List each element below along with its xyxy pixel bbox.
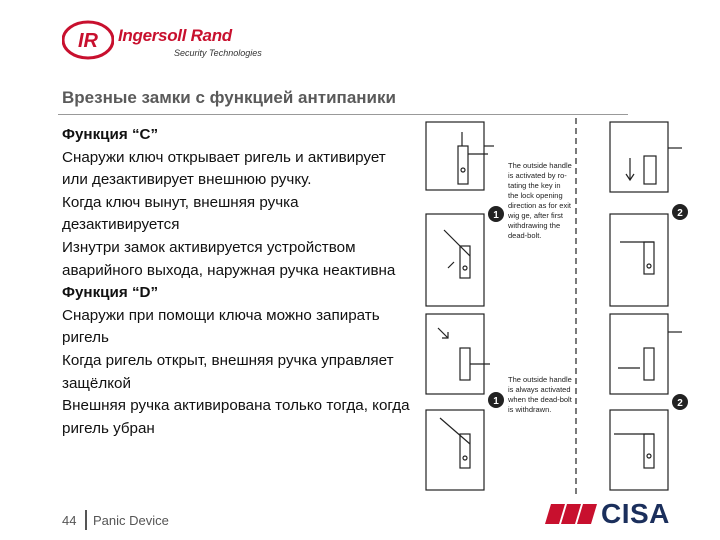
function-c-heading: Функция “C” (62, 126, 159, 143)
cisa-stripes-icon (541, 500, 597, 526)
step-2-marker-d (672, 394, 688, 410)
door-d-inside-top (610, 314, 682, 394)
body-line: Снаружи ключ открывает ригель и активирует или дезактивирует внешнюю ручку. (62, 148, 386, 189)
svg-text:dead-bolt.: dead-bolt. (508, 231, 542, 240)
door-d-outside-top (426, 314, 490, 394)
door-c-inside-bottom (610, 214, 668, 306)
door-c-inside-top (610, 122, 682, 192)
body-line: Когда ригель открыт, внешняя ручка управляет защёлкой (62, 351, 394, 392)
svg-text:the lock opening: the lock opening (508, 191, 563, 200)
function-d-heading: Функция “D” (62, 284, 159, 302)
door-d-inside-bottom (610, 410, 668, 490)
svg-text:2: 2 (677, 208, 683, 219)
slide-body (62, 124, 412, 440)
logo-mark-text: IR (78, 30, 98, 52)
svg-text:1: 1 (493, 396, 499, 407)
body-line: Когда ключ вынут, внешняя ручка дезактивируется (62, 193, 299, 234)
ingersoll-rand-logo (62, 14, 262, 70)
body-line: Изнутри замок активируется устройством аварийного выхода, наружная ручка неактивна (62, 238, 396, 279)
door-c-outside-top (426, 122, 494, 190)
door-c-outside-bottom (426, 214, 484, 306)
note-function-d (507, 375, 573, 414)
svg-text:1: 1 (493, 210, 499, 221)
cisa-logo (541, 498, 701, 530)
svg-text:The outside handle: The outside handle (508, 375, 572, 384)
brand-subtitle: Security Technologies (174, 48, 262, 58)
body-line: Снаружи при помощи ключа можно запирать ригель (62, 306, 380, 347)
cisa-wordmark: CISA (601, 498, 670, 529)
step-1-marker-d (488, 392, 504, 408)
slide-title: Врезные замки с функцией антипаники (62, 88, 396, 107)
step-2-marker-c (672, 204, 688, 220)
svg-text:is always activated: is always activated (508, 385, 571, 394)
lock-function-diagram (418, 118, 702, 494)
ir-logo-icon (62, 20, 114, 60)
step-1-marker-c (488, 206, 504, 222)
svg-text:direction as for exit: direction as for exit (508, 201, 571, 210)
svg-text:wig ge, after first: wig ge, after first (508, 211, 564, 220)
svg-text:tating the key in: tating the key in (508, 181, 561, 190)
title-divider (58, 114, 628, 115)
door-d-outside-bottom (426, 410, 484, 490)
svg-text:when the dead-bolt: when the dead-bolt (508, 395, 572, 404)
svg-text:is withdrawn.: is withdrawn. (508, 405, 552, 414)
body-line: Внешняя ручка активирована только тогда, когда ригель убран (62, 397, 410, 437)
svg-text:is activated by ro-: is activated by ro- (508, 171, 567, 180)
footer-divider (85, 510, 87, 530)
svg-text:2: 2 (677, 398, 683, 409)
brand-name: Ingersoll Rand (118, 26, 232, 45)
svg-text:withdrawing the: withdrawing the (508, 221, 561, 230)
footer-label: Panic Device (93, 513, 169, 528)
svg-text:The outside handle: The outside handle (508, 161, 572, 170)
page-number: 44 (62, 513, 77, 528)
note-function-c (507, 161, 572, 240)
